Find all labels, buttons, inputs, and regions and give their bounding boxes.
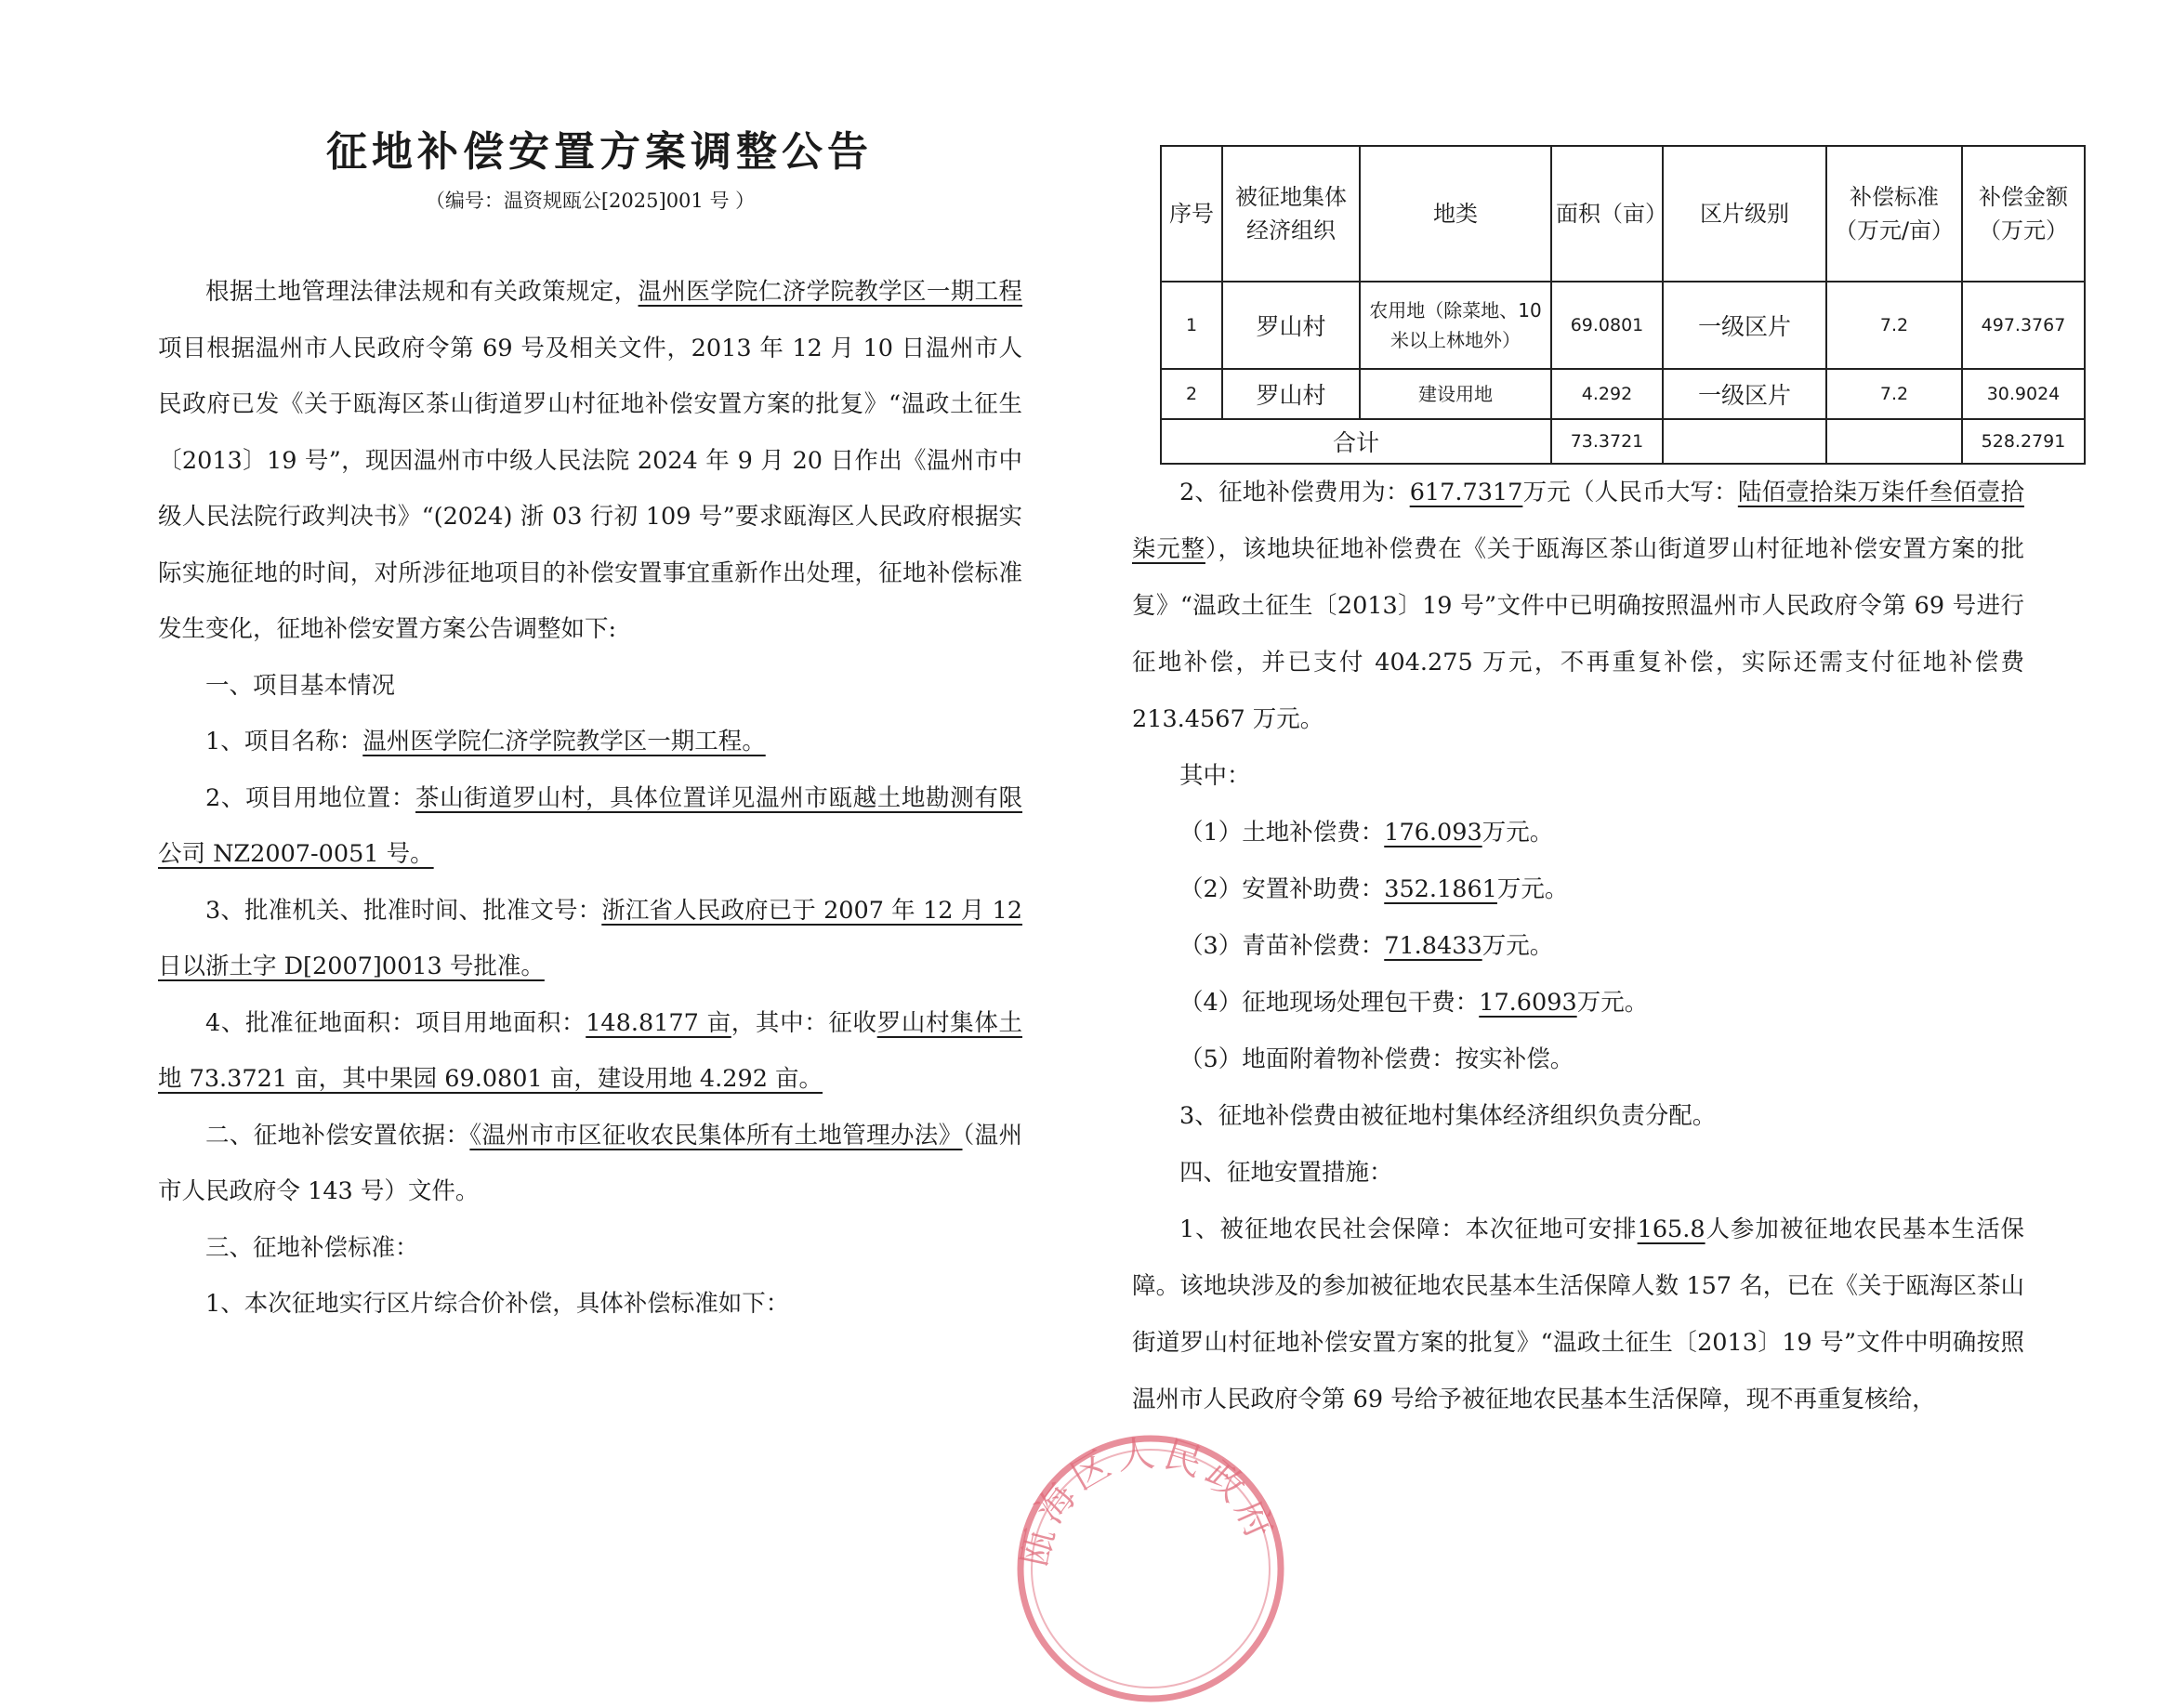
cell-land-type: 建设用地 — [1360, 369, 1551, 419]
cell-land-type: 农用地（除菜地、10 米以上林地外） — [1360, 282, 1551, 369]
cell-seq: 2 — [1161, 369, 1222, 419]
item-4-area: 148.8177 亩 — [586, 1008, 731, 1037]
sub-2-unit: 万元。 — [1496, 875, 1569, 903]
cell-zone-level: 一级区片 — [1663, 369, 1826, 419]
left-column — [158, 123, 1022, 1333]
header-seq: 序号 — [1161, 146, 1222, 282]
social-security-paragraph — [1132, 1202, 2024, 1428]
among-label: 其中： — [1179, 762, 1251, 790]
fee-label: 2、征地补偿费用为： — [1179, 479, 1410, 506]
section-2-basis — [158, 1108, 1022, 1220]
sub-item-crops — [1132, 918, 2024, 975]
item-approved-area — [158, 995, 1022, 1108]
sub-item-resettlement — [1132, 861, 2024, 918]
cell-total-empty — [1663, 419, 1826, 464]
cell-area: 69.0801 — [1551, 282, 1663, 369]
intro-project-name: 温州医学院仁济学院教学区一期工程 — [638, 278, 1022, 306]
item-1-label: 1、项目名称： — [205, 728, 363, 755]
fee-amount: 617.7317 — [1409, 479, 1523, 506]
intro-text-2: 项目根据温州市人民政府令第 69 号及相关文件，2013 年 12 月 10 日温州市人民政府已发《关于瓯海区茶山街道罗山村征地补偿安置方案的批复》“温政土征生〔2013〕19 号”，现因温州市中级人民法院 2024 年 9 月 20 日作出《温州市中级人民法院行政判决书》“(2024) 浙 03 行初 109 号”要求瓯海区人民政府根据实际实施征地的时间，对所涉征地项目的补偿安置事宜重新作出处理，征地补偿标准发生变化，征地补偿安置方案公告调整如下: — [158, 334, 1022, 643]
right-text — [1132, 465, 2024, 1428]
section-3-item-1: 1、本次征地实行区片综合价补偿，具体补偿标准如下： — [205, 1290, 790, 1318]
sub-4-unit: 万元。 — [1576, 989, 1649, 1017]
header-collective: 被征地集体经济组织 — [1222, 146, 1360, 282]
fee-rest: ），该地块征地补偿费在《关于瓯海区茶山街道罗山村征地补偿安置方案的批复》“温政土征生〔2013〕19 号”文件中已明确按照温州市人民政府令第 69 号进行征地补偿，并已支付 404.275 万元，不再重复补偿，实际还需支付征地补偿费 213.4567 万元。 — [1132, 535, 2024, 733]
item-3-label: 3、批准机关、批准时间、批准文号： — [205, 896, 602, 925]
cell-collective: 罗山村 — [1222, 282, 1360, 369]
table-total-row — [1161, 419, 2085, 464]
official-seal — [1011, 1429, 1290, 1708]
item-1-value: 温州医学院仁济学院教学区一期工程。 — [362, 728, 766, 755]
item-project-name — [158, 714, 1022, 770]
s4-rest: 人参加被征地农民基本生活保障。该地块涉及的参加被征地农民基本生活保障人数 157 名，已在《关于瓯海区茶山街道罗山村征地补偿安置方案的批复》“温政土征生〔2013〕19 号”文件中明确按照温州市人民政府令第 69 号给予被征地农民基本生活保障，现不再重复核给， — [1132, 1215, 2024, 1413]
cell-amount: 497.3767 — [1962, 282, 2085, 369]
cell-total-amount: 528.2791 — [1962, 419, 2085, 464]
cell-standard: 7.2 — [1826, 282, 1962, 369]
intro-text-1: 根据土地管理法律法规和有关政策规定， — [205, 278, 639, 306]
header-land-type: 地类 — [1360, 146, 1551, 282]
sub-2-value: 352.1861 — [1384, 875, 1497, 903]
sub-3-label: （3）青苗补偿费： — [1179, 932, 1385, 960]
item-3-value: 浙江省人民政府已于 2007 年 12 月 12 日以浙土字 D[2007]0013 号批准。 — [158, 896, 1022, 980]
sub-3-value: 71.8433 — [1384, 932, 1482, 960]
cell-area: 4.292 — [1551, 369, 1663, 419]
fee-mid: 万元（人民币大写： — [1522, 479, 1738, 506]
item-4-detail: 罗山村集体土地 73.3721 亩，其中果园 69.0801 亩，建设用地 4.292 亩。 — [158, 1008, 1022, 1093]
compensation-fee-paragraph — [1132, 465, 2024, 748]
cell-seq: 1 — [1161, 282, 1222, 369]
header-zone-level: 区片级别 — [1663, 146, 1826, 282]
section-3-heading: 三、征地补偿标准： — [205, 1233, 419, 1262]
s4-label: 1、被征地农民社会保障：本次征地可安排 — [1179, 1215, 1638, 1243]
header-standard: 补偿标准（万元/亩） — [1826, 146, 1962, 282]
section-2-tail: （温州市人民政府令 143 号）文件。 — [158, 1121, 1022, 1205]
header-amount: 补偿金额（万元） — [1962, 146, 2085, 282]
section-2-label: 二、征地补偿安置依据： — [205, 1121, 470, 1150]
page-title: 征地补偿安置方案调整公告 — [326, 128, 873, 176]
cell-total-label: 合计 — [1161, 419, 1551, 464]
compensation-table — [1160, 145, 2086, 465]
sub-1-value: 176.093 — [1384, 819, 1482, 847]
document-number: （编号：温资规瓯公[2025]001 号 ） — [425, 190, 756, 212]
table-row — [1161, 369, 2085, 419]
sub-2-label: （2）安置补助费： — [1179, 875, 1385, 903]
cell-total-empty — [1826, 419, 1962, 464]
item-4-mid: ，其中：征收 — [731, 1008, 877, 1037]
fee-capitalized: 陆佰壹拾柒万柒仟叁佰壹拾柒元整 — [1132, 479, 2024, 563]
cell-zone-level: 一级区片 — [1663, 282, 1826, 369]
sub-1-label: （1）土地补偿费： — [1179, 819, 1385, 847]
cell-standard: 7.2 — [1826, 369, 1962, 419]
sub-item-site — [1132, 975, 2024, 1031]
sub-1-unit: 万元。 — [1482, 819, 1554, 847]
table-row — [1161, 282, 2085, 369]
item-4-label: 4、批准征地面积：项目用地面积： — [205, 1008, 586, 1037]
svg-text:瓯海区人民政府 — [1013, 1431, 1283, 1570]
section-4-heading: 四、征地安置措施： — [1179, 1159, 1393, 1187]
table-header-row — [1161, 146, 2085, 282]
header-area: 面积（亩） — [1551, 146, 1663, 282]
sub-3-unit: 万元。 — [1482, 932, 1554, 960]
cell-collective: 罗山村 — [1222, 369, 1360, 419]
cell-amount: 30.9024 — [1962, 369, 2085, 419]
s4-count: 165.8 — [1637, 1215, 1705, 1243]
sub-4-label: （4）征地现场处理包干费： — [1179, 989, 1480, 1017]
cell-total-area: 73.3721 — [1551, 419, 1663, 464]
section-2-regulation: 《温州市市区征收农民集体所有土地管理办法》 — [469, 1121, 963, 1150]
section-1-heading: 一、项目基本情况 — [205, 671, 396, 700]
item-distribution: 3、征地补偿费由被征地村集体经济组织负责分配。 — [1179, 1102, 1717, 1130]
seal-text: 瓯海区人民政府 — [1013, 1431, 1284, 1570]
sub-4-value: 17.6093 — [1479, 989, 1577, 1017]
item-2-value: 茶山街道罗山村，具体位置详见温州市瓯越土地勘测有限公司 NZ2007-0051 号。 — [158, 783, 1022, 868]
item-project-location — [158, 770, 1022, 883]
item-2-label: 2、项目用地位置： — [205, 783, 416, 812]
intro-paragraph — [158, 264, 1022, 658]
item-approval — [158, 883, 1022, 995]
sub-item-land — [1132, 805, 2024, 861]
sub-item-attachments: （5）地面附着物补偿费：按实补偿。 — [1179, 1045, 1574, 1073]
